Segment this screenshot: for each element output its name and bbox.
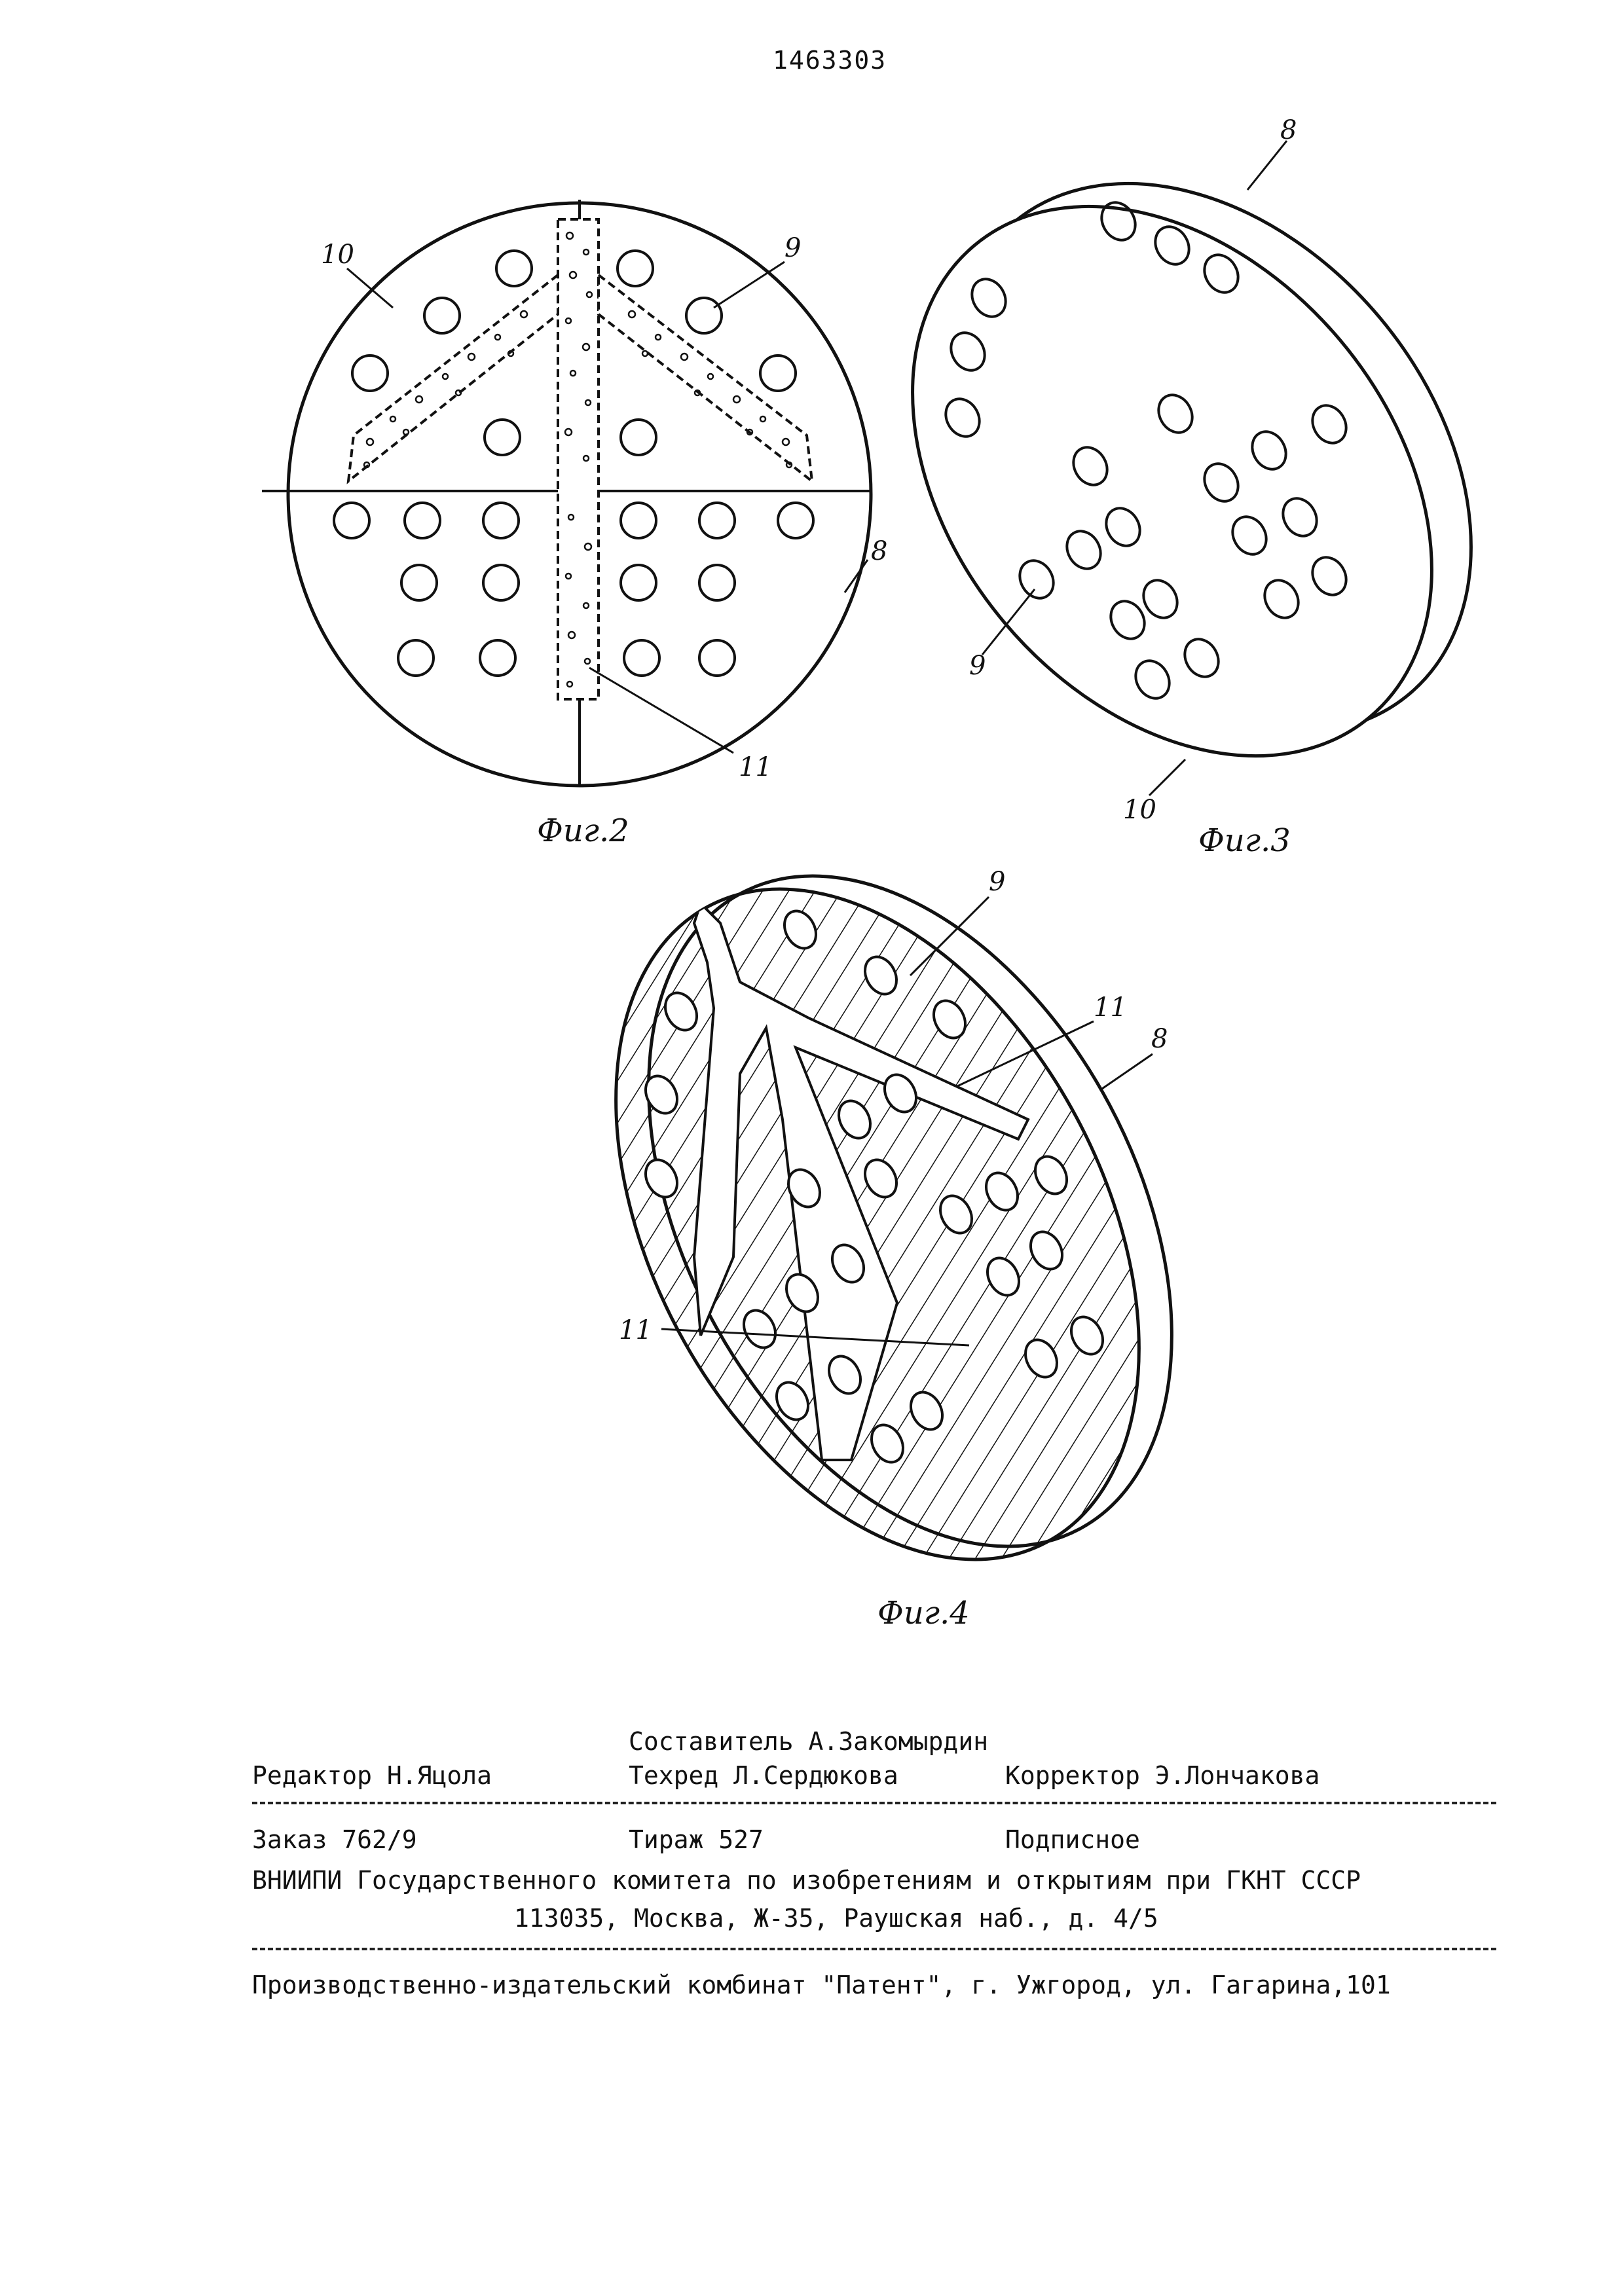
caption-fig3: Фиг.3 (1198, 822, 1291, 859)
label-9: 9 (969, 651, 986, 681)
channel-right-arm (599, 275, 812, 481)
imprint-editor: Редактор Н.Яцола (252, 1761, 492, 1790)
imprint-subscription: Подписное (1005, 1825, 1140, 1854)
imprint-compiler: Составитель А.Закомырдин (629, 1727, 988, 1756)
channel-left-arm (348, 275, 558, 481)
patent-number: 1463303 (773, 46, 887, 75)
caption-fig2: Фиг.2 (537, 812, 629, 849)
imprint-techeditor: Техред Л.Сердюкова (629, 1761, 898, 1790)
caption-fig4: Фиг.4 (877, 1595, 970, 1631)
channel-vertical (558, 219, 599, 699)
label-9: 9 (989, 867, 1005, 897)
imprint-proofreader: Корректор Э.Лончакова (1005, 1761, 1320, 1790)
imprint-printer: Производственно-издательский комбинат "Патент", г. Ужгород, ул. Гагарина,101 (252, 1971, 1391, 1999)
figure-3 (806, 82, 1577, 859)
drawings (0, 0, 1624, 2296)
imprint-order: Заказ 762/9 (252, 1825, 417, 1854)
label-8: 8 (871, 536, 887, 566)
divider-2 (252, 1948, 1496, 1950)
imprint-address: 113035, Москва, Ж-35, Раушская наб., д. 4/5 (514, 1904, 1158, 1933)
label-11-upper: 11 (1094, 993, 1127, 1023)
label-10: 10 (1123, 795, 1156, 825)
leaders-fig2 (347, 262, 868, 753)
figure-4 (509, 787, 1279, 1648)
imprint-circulation: Тираж 527 (629, 1825, 764, 1854)
label-8: 8 (1151, 1024, 1168, 1054)
label-11-lower: 11 (619, 1315, 652, 1345)
figure-2 (262, 200, 887, 849)
label-10: 10 (321, 240, 354, 270)
label-8: 8 (1280, 115, 1297, 145)
label-11: 11 (739, 752, 772, 782)
divider-1 (252, 1802, 1496, 1804)
label-9: 9 (784, 233, 801, 263)
imprint-org: ВНИИПИ Государственного комитета по изобретениям и открытиям при ГКНТ СССР (252, 1866, 1361, 1895)
